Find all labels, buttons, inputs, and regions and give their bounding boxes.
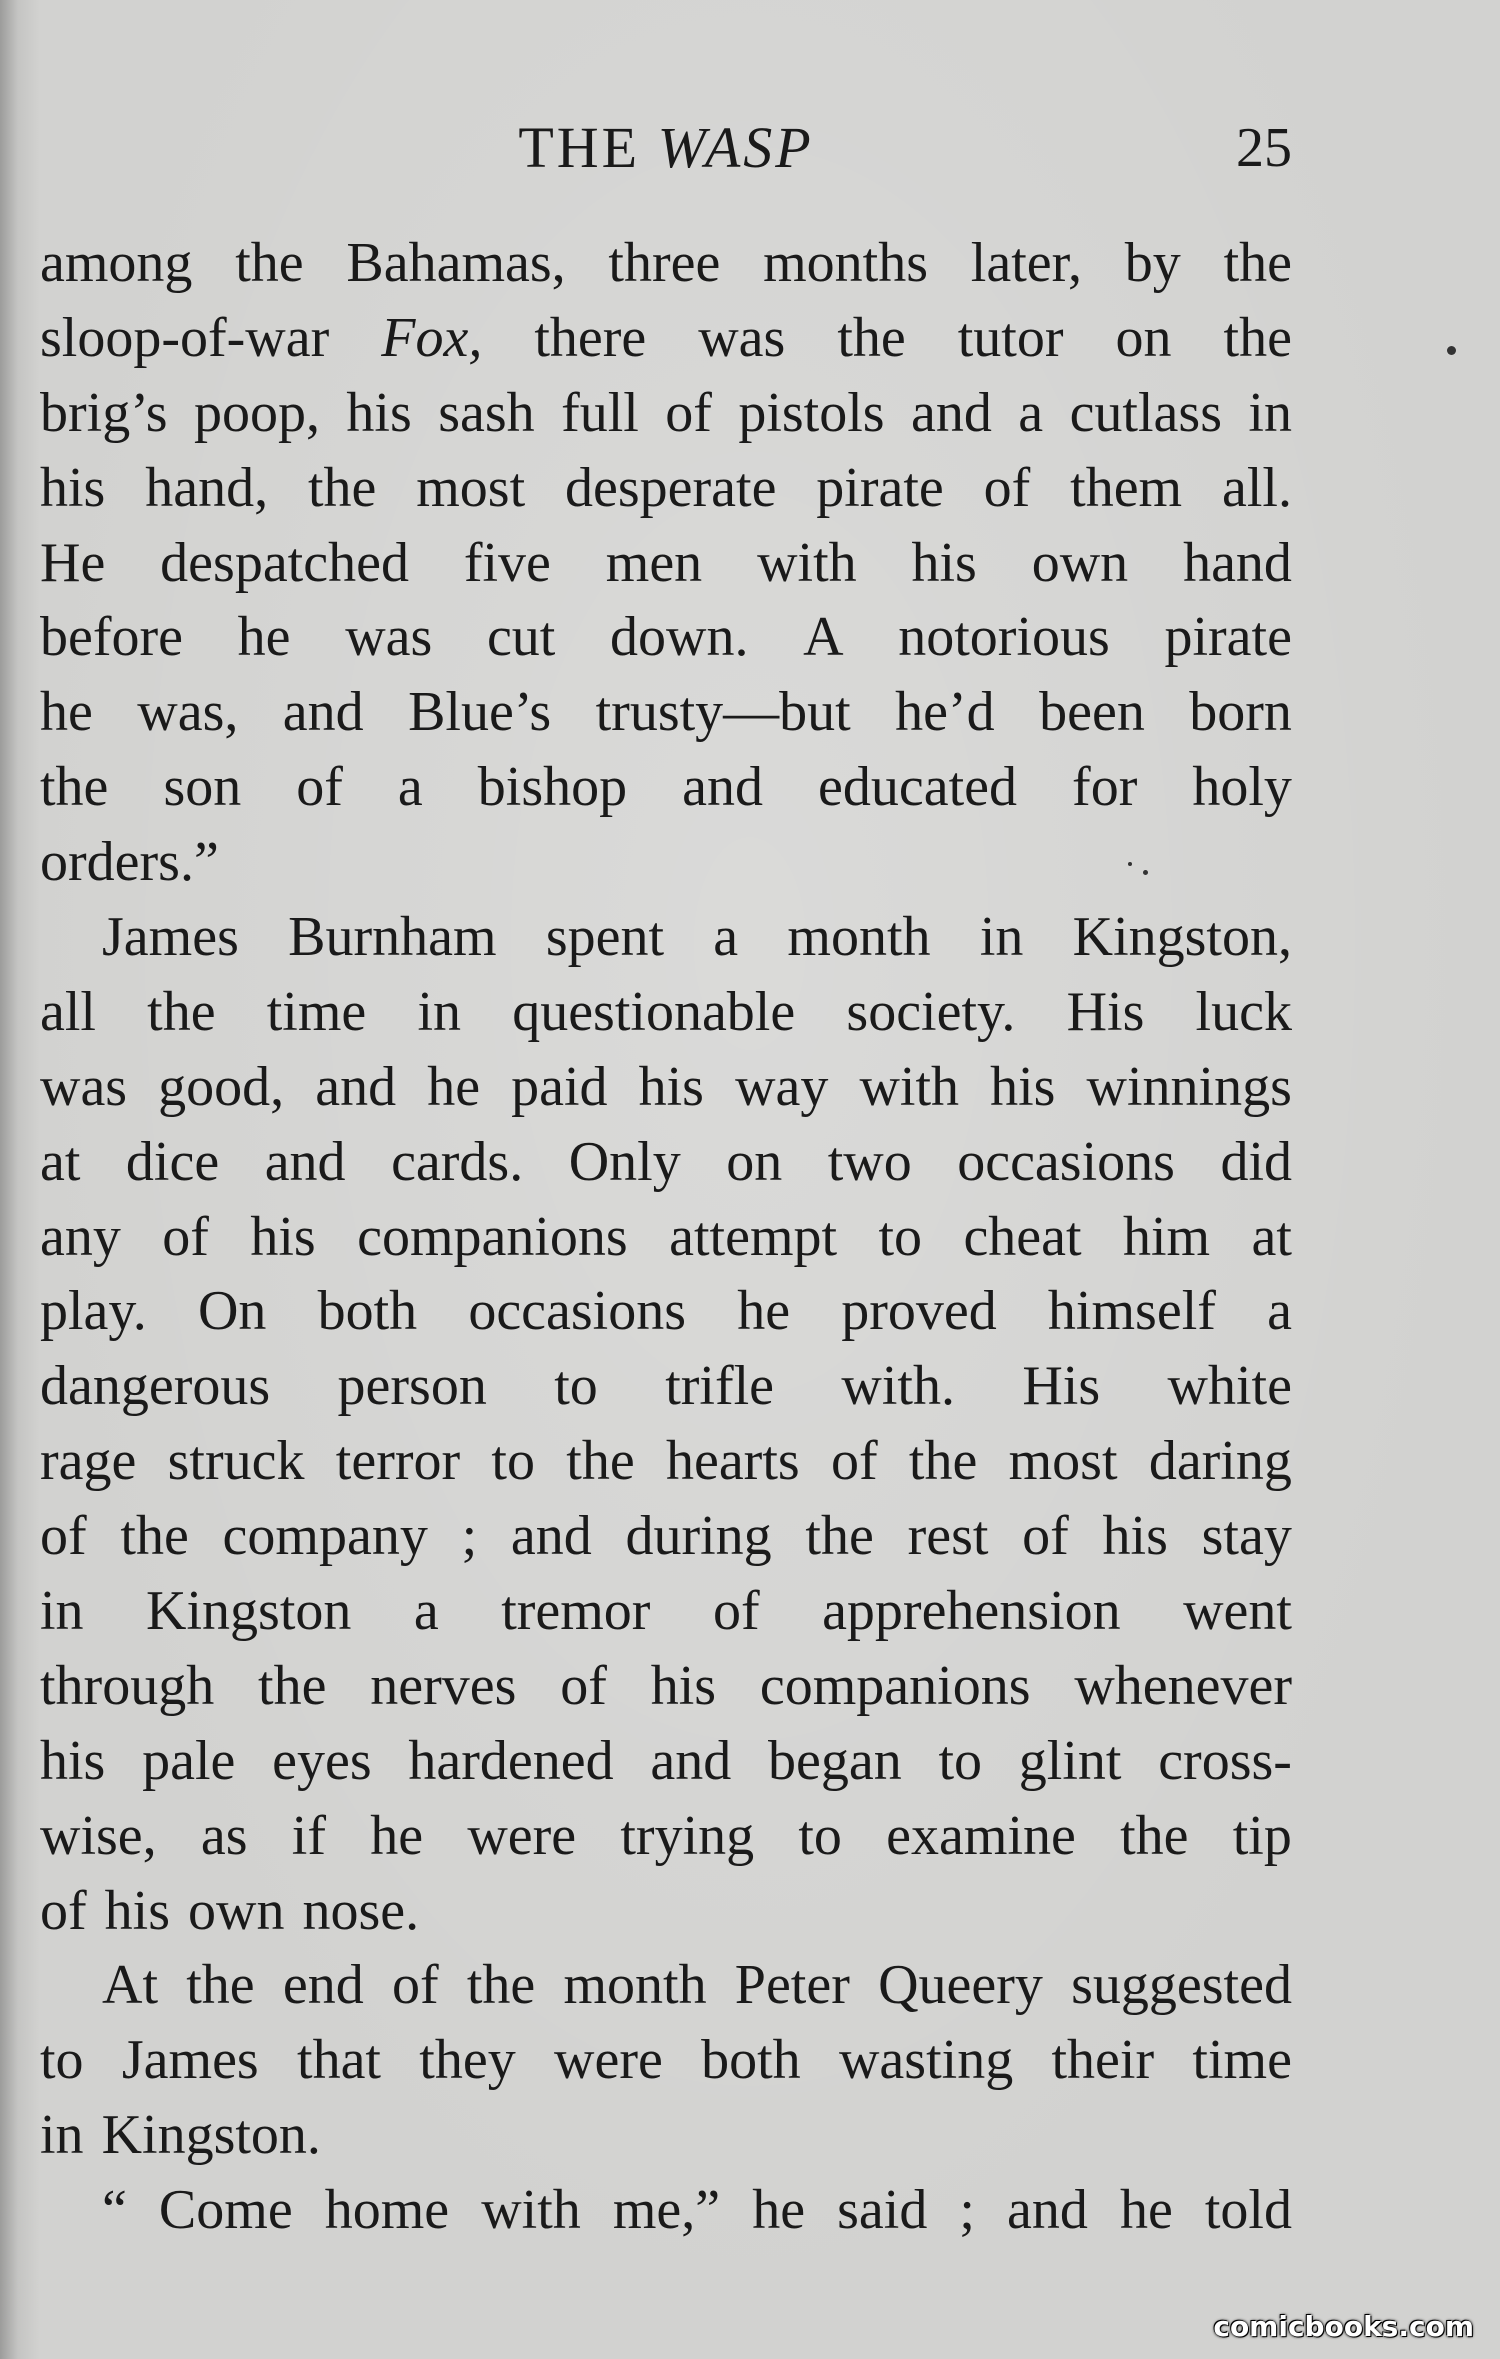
word: two	[827, 1130, 912, 1193]
word: five	[463, 531, 551, 594]
word: their	[1051, 2029, 1155, 2092]
word: time	[1192, 2029, 1292, 2092]
word: of	[1022, 1505, 1069, 1568]
text-line	[40, 526, 1292, 601]
word: and	[911, 381, 992, 444]
word: stay	[1201, 1505, 1292, 1568]
running-head	[40, 108, 1292, 188]
word: if	[291, 1804, 326, 1867]
word: son	[163, 756, 242, 819]
word: by	[1124, 232, 1181, 294]
word: the	[186, 1954, 255, 2017]
word: on	[726, 1130, 783, 1193]
word: James	[102, 906, 239, 969]
word: examine	[886, 1804, 1076, 1867]
word: hardened	[408, 1729, 614, 1792]
word: pale	[142, 1729, 236, 1792]
text-line	[40, 1125, 1292, 1200]
word: his	[990, 1055, 1056, 1118]
word: tremor	[501, 1580, 651, 1643]
word: Come	[158, 2179, 293, 2242]
word: men	[605, 531, 703, 594]
word: time	[266, 980, 367, 1043]
word: companions	[357, 1205, 628, 1268]
word: and	[682, 756, 764, 819]
word: of	[983, 456, 1031, 519]
word: the	[1120, 1804, 1189, 1867]
text-line	[40, 825, 1292, 900]
word: cards.	[391, 1130, 524, 1193]
text-line	[40, 675, 1292, 750]
word: of	[391, 1954, 439, 2017]
word: cross-	[1158, 1729, 1292, 1792]
word: the	[908, 1430, 978, 1493]
word: Kingston	[146, 1580, 352, 1643]
word: Only	[568, 1130, 681, 1193]
word: of	[162, 1205, 209, 1268]
word: he	[1119, 2179, 1173, 2242]
word: among	[40, 232, 193, 294]
word: to	[938, 1729, 983, 1792]
word: he	[737, 1280, 791, 1343]
word: apprehension	[822, 1580, 1121, 1643]
text-line	[40, 2023, 1292, 2098]
word: full	[561, 381, 639, 444]
word: the	[307, 456, 377, 519]
word: holy	[1192, 756, 1292, 819]
word: “	[102, 2179, 127, 2242]
watermark: comicbooks.com	[1213, 2310, 1474, 2343]
text-line	[40, 2173, 1292, 2248]
word: notorious	[898, 606, 1110, 669]
text-line	[40, 750, 1292, 825]
text-line	[40, 600, 1292, 675]
word: to	[554, 1355, 598, 1418]
text-line	[40, 1724, 1292, 1799]
word: Queery	[878, 1954, 1043, 2017]
word: society.	[846, 980, 1016, 1043]
word: pirate	[816, 456, 944, 519]
word: attempt	[669, 1205, 838, 1268]
text-line	[40, 1200, 1292, 1275]
word: dice	[125, 1130, 220, 1193]
word: three	[608, 232, 721, 294]
word: white	[1167, 1355, 1292, 1418]
word: born	[1189, 681, 1292, 744]
word: the	[466, 1954, 536, 2017]
word: luck	[1195, 980, 1292, 1043]
word: hand	[1183, 531, 1292, 594]
paper-speck	[1128, 862, 1132, 866]
word: of	[665, 381, 712, 444]
word: his	[104, 1879, 171, 1942]
word: pistols	[738, 381, 885, 444]
running-title-prefix: THE	[518, 115, 641, 180]
text-line	[40, 1874, 1292, 1949]
word: month	[787, 906, 931, 969]
word: person	[337, 1355, 487, 1418]
word: them	[1070, 456, 1183, 519]
word: suggested	[1071, 1954, 1292, 2017]
word: the	[805, 1505, 874, 1568]
word: before	[40, 606, 184, 669]
word: was,	[137, 681, 239, 744]
word: the	[40, 756, 109, 819]
word: he	[237, 606, 291, 669]
word: pirate	[1164, 606, 1292, 669]
word: he	[752, 2179, 806, 2242]
word: At	[102, 1954, 158, 2017]
word: later,	[970, 232, 1083, 294]
word: any	[40, 1205, 121, 1268]
word: himself	[1047, 1280, 1216, 1343]
text-line	[40, 1349, 1292, 1424]
text-line	[40, 975, 1292, 1050]
word: nose.	[302, 1879, 420, 1942]
word: cheat	[963, 1205, 1082, 1268]
word: with	[757, 531, 857, 594]
word: wasting	[838, 2029, 1014, 2092]
word: rage	[40, 1430, 137, 1493]
word: been	[1039, 681, 1145, 744]
word: Kingston.	[101, 2104, 321, 2167]
word: Bahamas,	[346, 232, 566, 294]
word: tutor	[957, 306, 1064, 369]
word: he	[370, 1804, 424, 1867]
word: He	[40, 531, 106, 594]
word: was	[40, 1055, 128, 1118]
word: for	[1072, 756, 1138, 819]
word: own	[188, 1879, 285, 1942]
word: proved	[841, 1280, 997, 1343]
word: the	[120, 1505, 189, 1568]
word: the	[837, 306, 906, 369]
word: months	[763, 232, 929, 294]
word: sloop-of-war	[40, 306, 330, 369]
word: did	[1220, 1130, 1292, 1193]
word: all.	[1221, 456, 1292, 519]
word: play.	[40, 1280, 147, 1343]
word: with	[481, 2179, 581, 2242]
word: James	[121, 2029, 259, 2092]
word: there	[534, 306, 647, 369]
word: his	[1102, 1505, 1168, 1568]
word: terror	[335, 1430, 461, 1493]
word: a	[1018, 381, 1044, 444]
word: a	[413, 1580, 439, 1643]
word: wise,	[40, 1804, 157, 1867]
word: to	[878, 1205, 923, 1268]
word: struck	[167, 1430, 305, 1493]
word: ;	[959, 2179, 975, 2242]
word: on	[1115, 306, 1172, 369]
word: month	[563, 1954, 707, 2017]
text-line	[40, 900, 1292, 975]
word: and	[1007, 2179, 1088, 2242]
word: down.	[610, 606, 749, 669]
word: to	[491, 1430, 535, 1493]
word: Kingston,	[1072, 906, 1292, 969]
word: at	[40, 1130, 81, 1193]
word: were	[467, 1804, 577, 1867]
text-line	[40, 451, 1292, 526]
word: hearts	[665, 1430, 800, 1493]
word: company	[222, 1505, 428, 1568]
word: in	[40, 2104, 84, 2167]
word: Blue’s	[408, 681, 552, 744]
word: him	[1122, 1205, 1211, 1268]
word: trying	[620, 1804, 755, 1867]
word: A	[803, 606, 844, 669]
word: ;	[461, 1505, 478, 1568]
word: trifle	[665, 1355, 775, 1418]
word: winnings	[1086, 1055, 1292, 1118]
word: daring	[1148, 1430, 1292, 1493]
word: in	[979, 906, 1024, 969]
word: a	[397, 756, 423, 819]
paper-speck	[1447, 346, 1456, 355]
word: to	[40, 2029, 84, 2092]
text-line	[40, 1799, 1292, 1874]
word: a	[1267, 1280, 1292, 1343]
text-line	[40, 1050, 1292, 1125]
word: went	[1183, 1580, 1292, 1643]
word: and	[650, 1729, 732, 1792]
word: desperate	[565, 456, 777, 519]
word: the	[147, 980, 216, 1043]
word: the	[235, 232, 304, 294]
word: of	[830, 1430, 878, 1493]
word: way	[735, 1055, 829, 1118]
word: tip	[1232, 1804, 1292, 1867]
word: said	[837, 2179, 928, 2242]
text-line	[40, 1274, 1292, 1349]
word: paid	[511, 1055, 608, 1118]
word: all	[40, 980, 96, 1043]
word: good,	[158, 1055, 285, 1118]
word: orders.”	[40, 831, 219, 894]
word: through	[40, 1654, 215, 1717]
word: with	[859, 1055, 959, 1118]
word: His	[1066, 980, 1145, 1043]
word: his	[911, 531, 977, 594]
running-title	[40, 108, 1292, 188]
word: told	[1204, 2179, 1292, 2242]
word: glint	[1018, 1729, 1122, 1792]
word: whenever	[1074, 1654, 1292, 1717]
word: the	[1223, 232, 1292, 294]
word: were	[554, 2029, 663, 2092]
word: his	[638, 1055, 704, 1118]
word: in	[417, 980, 462, 1043]
word: that	[297, 2029, 381, 2092]
word: poop,	[193, 381, 320, 444]
text-line	[40, 1649, 1292, 1724]
word: they	[419, 2029, 516, 2092]
word: spent	[545, 906, 665, 969]
word: home	[324, 2179, 450, 2242]
word: most	[1008, 1430, 1118, 1493]
body-text	[40, 226, 1292, 2248]
word: educated	[818, 756, 1018, 819]
word: most	[416, 456, 526, 519]
word: his	[250, 1205, 316, 1268]
word: was	[345, 606, 433, 669]
word: eyes	[272, 1729, 372, 1792]
word: his	[346, 381, 412, 444]
word: with.	[841, 1355, 955, 1418]
running-title-italic: WASP	[657, 115, 814, 180]
word: his	[650, 1654, 717, 1717]
word: he’d	[895, 681, 995, 744]
text-line	[40, 376, 1292, 451]
word: the	[258, 1654, 327, 1717]
word: sash	[438, 381, 535, 444]
text-line	[40, 1574, 1292, 1649]
word: despatched	[160, 531, 409, 594]
word: his	[40, 456, 106, 519]
word: a	[713, 906, 739, 969]
word: he	[40, 681, 93, 744]
paper-speck	[1143, 870, 1148, 875]
word: brig’s	[40, 381, 168, 444]
word: hand,	[145, 456, 269, 519]
word: of	[40, 1879, 87, 1942]
word: Fox,	[381, 306, 483, 369]
text-line	[40, 2098, 1292, 2173]
word: own	[1031, 531, 1129, 594]
word: companions	[759, 1654, 1031, 1717]
word: cutlass	[1069, 381, 1222, 444]
word: questionable	[512, 980, 796, 1043]
word: at	[1251, 1205, 1292, 1268]
word: of	[296, 756, 343, 819]
word: of	[712, 1580, 760, 1643]
word: both	[701, 2029, 801, 2092]
word: bishop	[477, 756, 628, 819]
word: as	[200, 1804, 248, 1867]
word: the	[566, 1430, 635, 1493]
word: in	[40, 1580, 84, 1643]
word: was	[698, 306, 786, 369]
text-line	[40, 1499, 1292, 1574]
word: and	[510, 1505, 592, 1568]
word: On	[197, 1280, 267, 1343]
word: began	[767, 1729, 902, 1792]
word: Burnham	[288, 906, 497, 969]
word: of	[40, 1505, 87, 1568]
word: trusty—but	[595, 681, 851, 744]
word: in	[1248, 381, 1292, 444]
word: and	[264, 1130, 346, 1193]
word: Peter	[734, 1954, 850, 2017]
word: his	[40, 1729, 106, 1792]
text-line	[40, 301, 1292, 376]
word: both	[317, 1280, 418, 1343]
text-line	[40, 1948, 1292, 2023]
word: end	[282, 1954, 364, 2017]
word: and	[282, 681, 364, 744]
text-line	[40, 1424, 1292, 1499]
word: to	[798, 1804, 842, 1867]
word: the	[1223, 306, 1292, 369]
word: and	[315, 1055, 397, 1118]
word: cut	[486, 606, 556, 669]
word: me,”	[612, 2179, 721, 2242]
word: he	[427, 1055, 481, 1118]
word: nerves	[370, 1654, 517, 1717]
word: occasions	[957, 1130, 1175, 1193]
text-line	[40, 226, 1292, 301]
word: occasions	[468, 1280, 687, 1343]
word: rest	[907, 1505, 989, 1568]
page-number: 25	[1236, 117, 1292, 179]
word: of	[560, 1654, 607, 1717]
word: His	[1022, 1355, 1101, 1418]
word: dangerous	[40, 1355, 271, 1418]
word: during	[625, 1505, 772, 1568]
